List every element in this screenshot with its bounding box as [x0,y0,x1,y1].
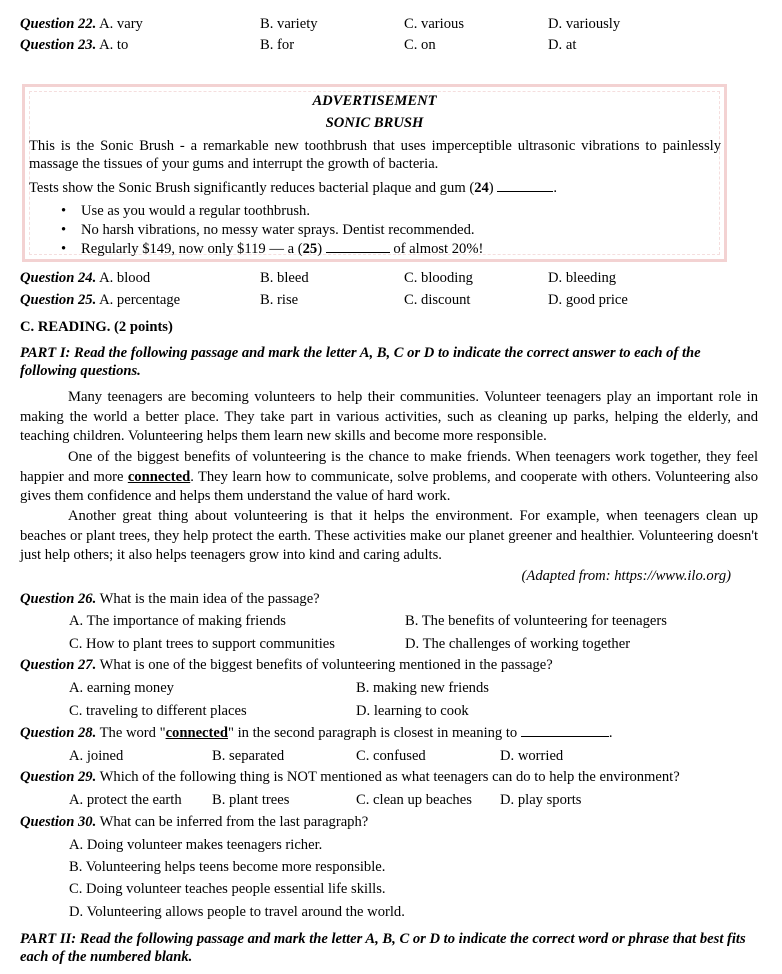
option-c[interactable]: C. discount [404,292,471,308]
blank-number-24: 24 [474,180,489,196]
question-text: Which of the following thing is NOT mentioned as what teenagers can do to help the environment? [99,769,680,785]
option-b[interactable]: B. bleed [260,270,309,286]
question-23 [20,37,765,57]
option-d[interactable]: D. worried [500,748,564,764]
option-c[interactable]: C. Doing volunteer teaches people essential life skills. [69,881,386,897]
option-b[interactable]: B. The benefits of volunteering for teenagers [405,613,667,629]
option-b[interactable]: B. separated [212,748,285,764]
question-29 [20,769,765,789]
option-d[interactable]: D. learning to cook [356,703,469,719]
option-a[interactable]: A. protect the earth [69,792,182,808]
question-label: Question 29. [20,769,97,785]
option-c[interactable]: C. How to plant trees to support communities [69,636,335,652]
option-d[interactable]: D. The challenges of working together [405,636,631,652]
bullet-icon: • [61,203,67,219]
option-a[interactable]: A. The importance of making friends [69,613,286,629]
option-d[interactable]: D. play sports [500,792,582,808]
option-d[interactable]: D. good price [548,292,628,308]
bullet-icon: • [61,222,67,238]
option-b[interactable]: B. making new friends [356,680,489,696]
question-label: Question 26. [20,591,97,607]
question-label: Question 28. [20,725,97,741]
section-heading: C. READING. (2 points) [20,319,173,335]
question-label: Question 24. [20,270,97,286]
option-a[interactable]: A. joined [69,748,124,764]
underlined-word: connected [127,468,191,485]
option-a[interactable]: A. Doing volunteer makes teenagers richer. [69,837,323,853]
option-b[interactable]: B. plant trees [212,792,290,808]
question-text: What is the main idea of the passage? [99,591,320,607]
question-text: What is one of the biggest benefits of volunteering mentioned in the passage? [99,657,553,673]
question-26 [20,591,765,611]
passage-paragraph-2: One of the biggest benefits of volunteering is the chance to make friends. When teenagers work together, they feel happier and more connected. They learn how to communicate, solve problems, and cooperate with others. Volunteering also gives them confidence and helps them understand the value of hard work. [20,449,758,504]
question-27 [20,657,765,677]
question-label: Question 30. [20,814,97,830]
option-b[interactable]: B. Volunteering helps teens become more responsible. [69,859,386,875]
passage-paragraph-3: Another great thing about volunteering is that it helps the environment. For example, when teenagers clean up beaches or plant trees, they help protect the earth. These activities make our planet greener and healthier. Volunteering doesn't just help others; it also helps teenagers grow into kind and caring adults. [20,508,758,563]
question-30 [20,814,765,834]
ad-subtitle: SONIC BRUSH [325,115,424,131]
option-b[interactable]: B. variety [260,16,318,32]
answer-blank[interactable] [521,736,609,737]
option-a[interactable]: A. to [99,37,129,53]
option-d[interactable]: D. variously [548,16,621,32]
option-c[interactable]: C. blooding [404,270,473,286]
ad-title: ADVERTISEMENT [312,93,437,109]
option-c[interactable]: C. on [404,37,436,53]
option-d[interactable]: D. bleeding [548,270,617,286]
ad-bullet: • No harsh vibrations, no messy water sprays. Dentist recommended. [61,222,475,238]
blank-24[interactable] [497,191,553,192]
option-c[interactable]: C. traveling to different places [69,703,247,719]
blank-25[interactable] [326,252,390,253]
option-a[interactable]: A. percentage [99,292,181,308]
question-label: Question 23. [20,37,97,53]
ad-bullet: • Regularly $149, now only $119 — a (25) of almost 20%! [61,241,484,257]
question-label: Question 25. [20,292,97,308]
option-b[interactable]: B. for [260,37,295,53]
option-a[interactable]: A. earning money [69,680,174,696]
question-24 [20,270,765,290]
ad-description: This is the Sonic Brush - a remarkable new toothbrush that uses imperceptible ultrasonic vibrations to painlessly massage the tissues of your gums and interrupt the growth of bacteria. [29,138,721,172]
option-a[interactable]: A. blood [99,270,151,286]
question-28: Question 28. The word "connected" in the second paragraph is closest in meaning to . [20,725,613,741]
option-c[interactable]: C. clean up beaches [356,792,472,808]
passage-source: (Adapted from: https://www.ilo.org) [521,568,731,584]
question-25 [20,292,765,312]
option-b[interactable]: B. rise [260,292,299,308]
option-c[interactable]: C. various [404,16,464,32]
blank-number-25: 25 [302,241,318,257]
advertisement-box [22,84,727,262]
question-22 [20,16,765,36]
question-label: Question 27. [20,657,97,673]
part-2-instruction: PART II: Read the following passage and mark the letter A, B, C or D to indicate the correct word or phrase that best fits each of the numbered blank. [20,931,746,965]
option-d[interactable]: D. Volunteering allows people to travel around the world. [69,904,405,920]
option-a[interactable]: A. vary [99,16,143,32]
part-1-instruction: PART I: Read the following passage and mark the letter A, B, C or D to indicate the correct answer to each of the following questions. [20,345,701,379]
question-label: Question 22. [20,16,97,32]
bullet-icon: • [61,241,67,257]
passage-paragraph-1: Many teenagers are becoming volunteers to help their communities. Volunteer teenagers play an important role in making the world a better place. They take part in various activities, such as cleaning up parks, helping the elderly, and teaching children. Volunteering helps them learn new skills and become more responsible. [20,389,758,444]
question-text: What can be inferred from the last paragraph? [99,814,369,830]
ad-claim: Tests show the Sonic Brush significantly reduces bacterial plaque and gum (24) . [29,180,557,196]
underlined-word: connected [165,725,228,741]
option-d[interactable]: D. at [548,37,577,53]
ad-bullet: • Use as you would a regular toothbrush. [61,203,310,219]
option-c[interactable]: C. confused [356,748,426,764]
